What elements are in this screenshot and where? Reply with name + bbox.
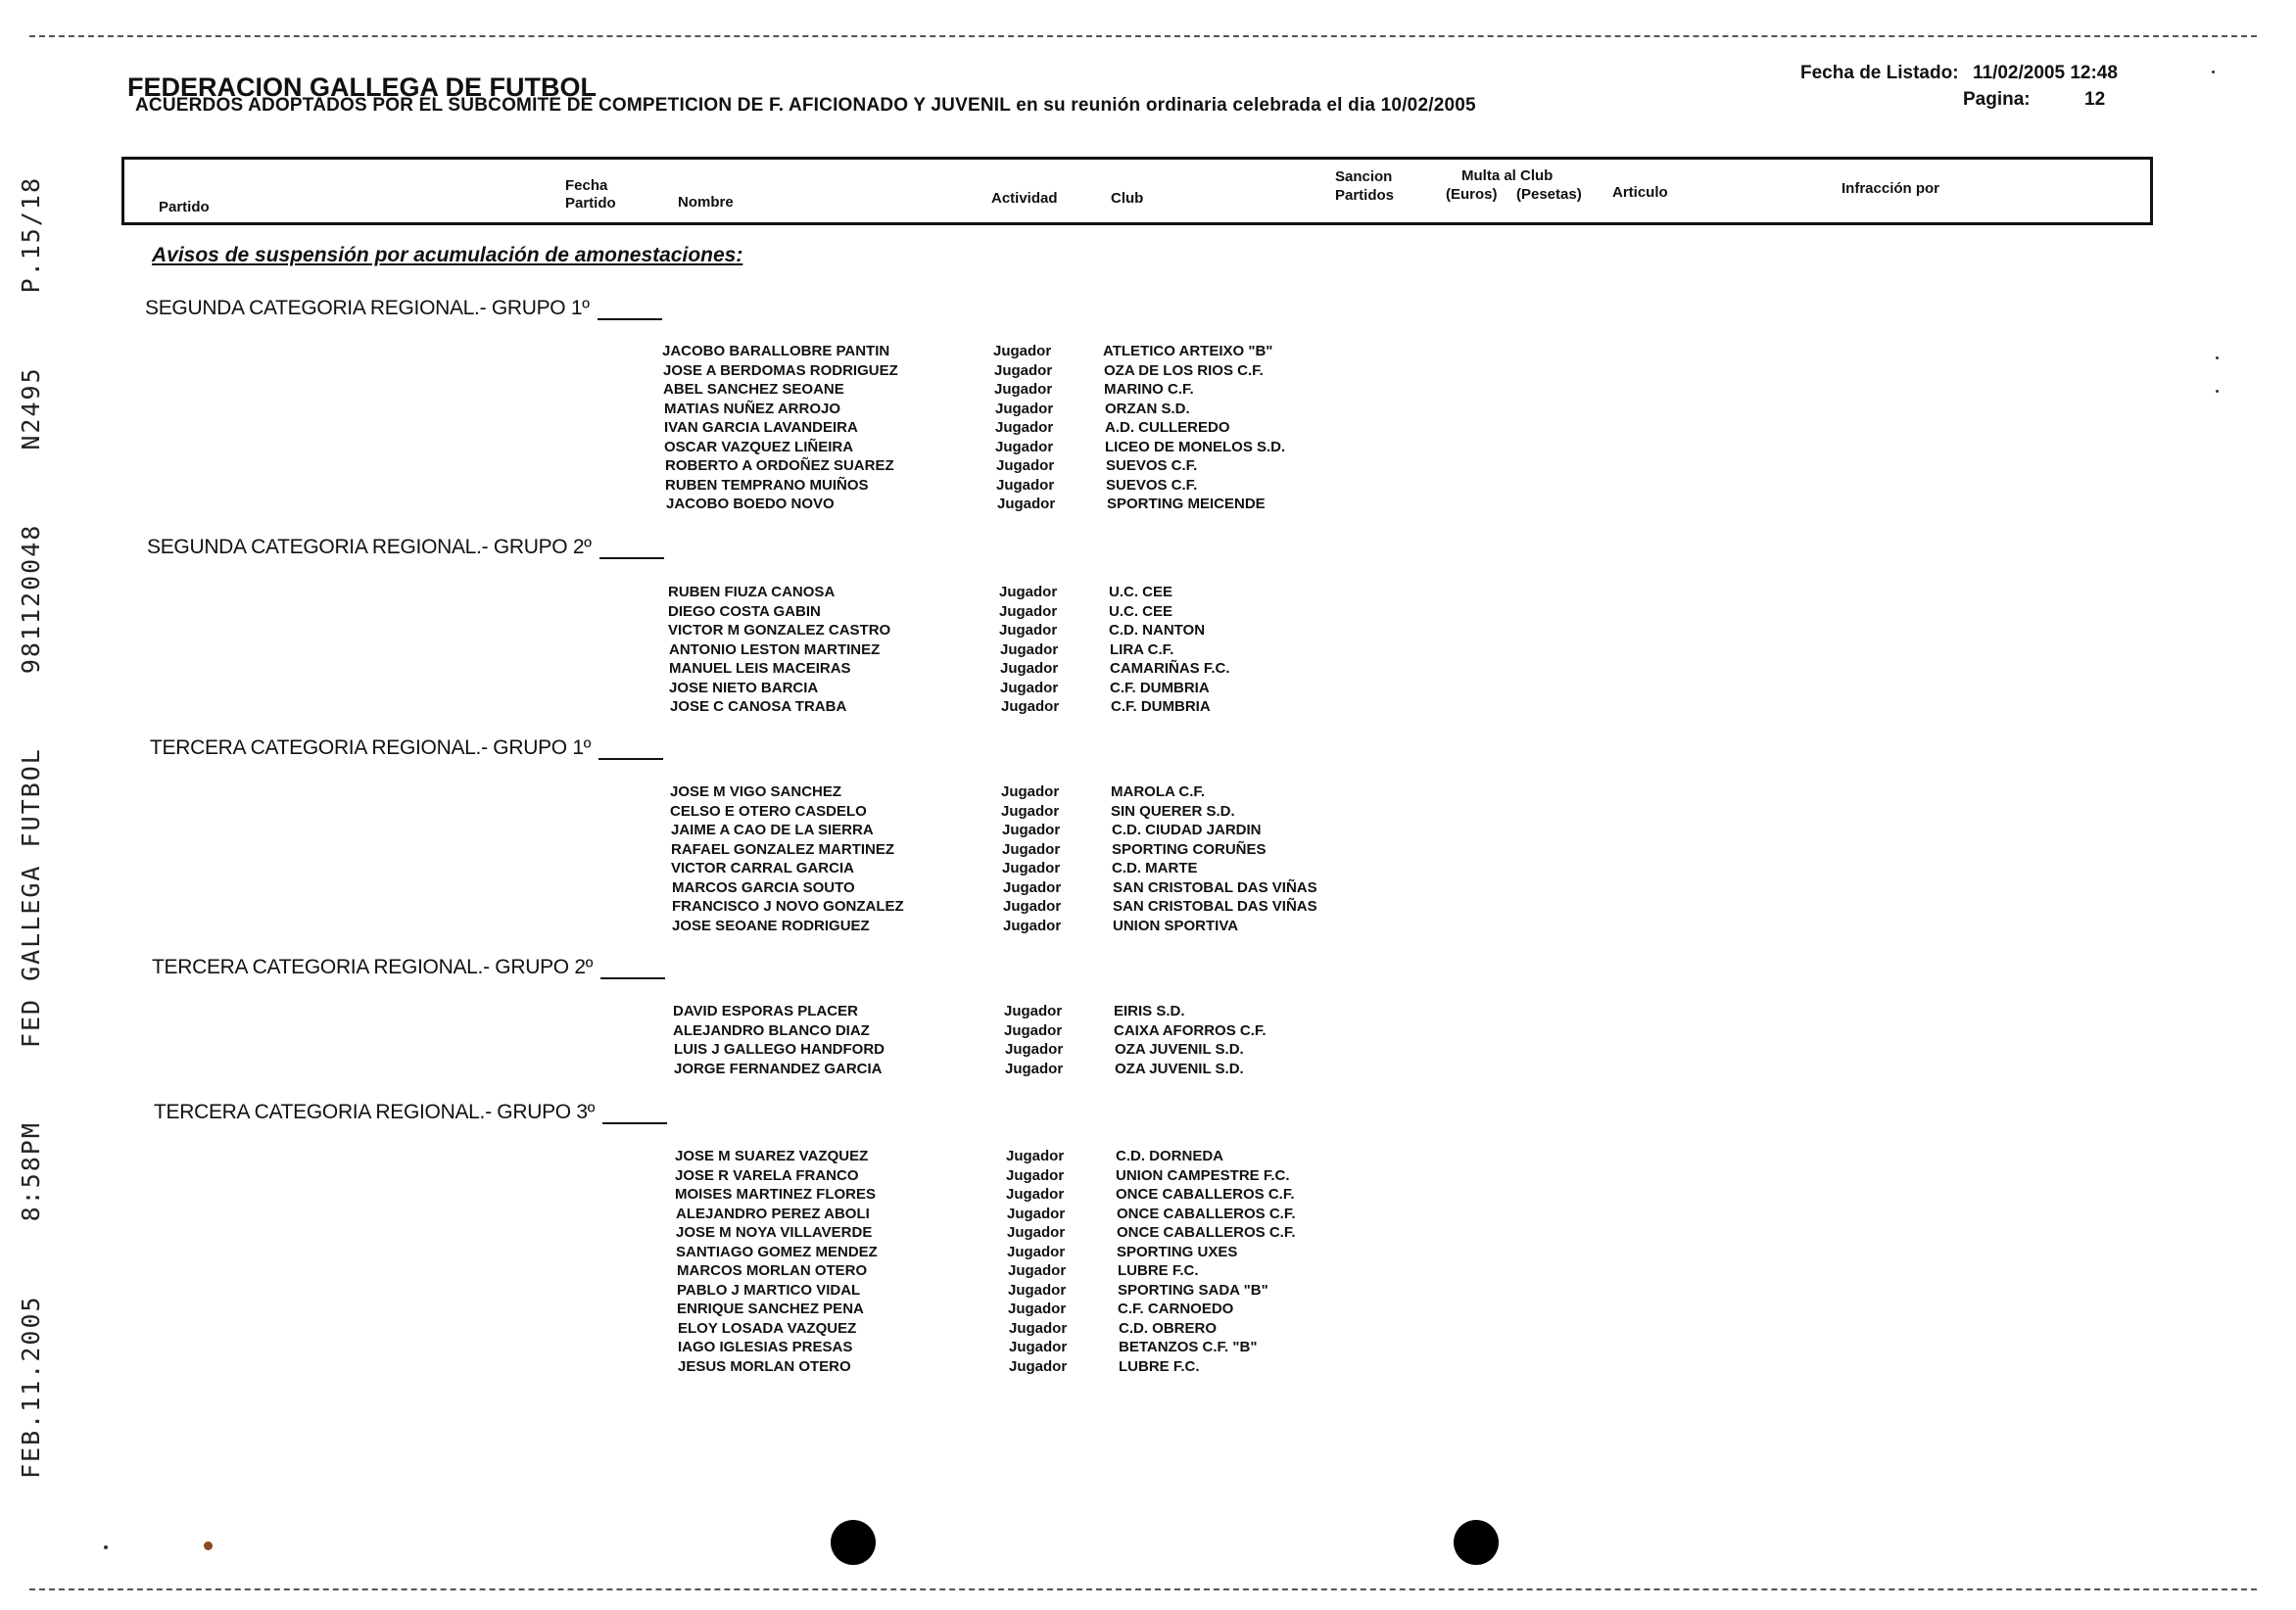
player-name: ANTONIO LESTON MARTINEZ — [669, 640, 881, 658]
listing-date-value: 11/02/2005 12:48 — [1973, 63, 2118, 83]
fax-sender: FED GALLEGA FUTBOL — [16, 747, 45, 1049]
club: C.F. DUMBRIA — [1110, 679, 1210, 696]
activity: Jugador — [994, 361, 1053, 379]
fax-transmission-header — [8, 176, 53, 1479]
club: SPORTING UXES — [1117, 1243, 1238, 1260]
activity: Jugador — [1000, 660, 1059, 677]
activity: Jugador — [996, 476, 1055, 494]
player-name: ALEJANDRO BLANCO DIAZ — [673, 1021, 870, 1039]
punch-hole-left — [831, 1520, 876, 1565]
club: LUBRE F.C. — [1118, 1262, 1199, 1279]
player-name: FRANCISCO J NOVO GONZALEZ — [672, 898, 904, 915]
page-number: 12 — [2084, 89, 2106, 110]
col-euros: (Euros) — [1446, 186, 1498, 203]
player-name: JOSE R VARELA FRANCO — [675, 1166, 859, 1184]
fax-page: P.15/18 — [16, 176, 45, 294]
player-name: MARCOS MORLAN OTERO — [677, 1262, 868, 1279]
activity: Jugador — [1004, 1021, 1063, 1039]
club: ORZAN S.D. — [1105, 400, 1190, 417]
club: ONCE CABALLEROS C.F. — [1117, 1224, 1296, 1241]
col-nombre: Nombre — [678, 194, 734, 211]
activity: Jugador — [1002, 822, 1061, 838]
activity: Jugador — [1009, 1319, 1068, 1337]
col-fecha-partido-1: Fecha — [565, 177, 608, 194]
col-articulo: Articulo — [1612, 184, 1668, 201]
activity: Jugador — [995, 419, 1054, 436]
club: LUBRE F.C. — [1119, 1357, 1200, 1375]
activity: Jugador — [1008, 1301, 1067, 1317]
club: C.F. DUMBRIA — [1111, 698, 1211, 715]
club: BETANZOS C.F. "B" — [1119, 1339, 1258, 1355]
club: SAN CRISTOBAL DAS VIÑAS — [1113, 878, 1317, 896]
activity: Jugador — [1001, 698, 1060, 715]
col-infraccion: Infracción por — [1842, 180, 1940, 197]
player-name: JOSE M SUAREZ VAZQUEZ — [675, 1148, 869, 1164]
group-title: TERCERA CATEGORIA REGIONAL.- GRUPO 1º — [150, 736, 663, 760]
col-partido: Partido — [159, 199, 210, 215]
club: OZA DE LOS RIOS C.F. — [1104, 361, 1264, 379]
group-title: SEGUNDA CATEGORIA REGIONAL.- GRUPO 2º — [147, 536, 664, 559]
document-subtitle: ACUERDOS ADOPTADOS POR EL SUBCOMITE DE COMPETICION DE F. AFICIONADO Y JUVENIL en su reunión ordinaria celebrada el dia 10/02/2005 — [135, 95, 1476, 116]
player-name: DIEGO COSTA GABIN — [668, 602, 821, 620]
activity: Jugador — [995, 438, 1054, 455]
activity: Jugador — [996, 457, 1055, 474]
activity: Jugador — [1001, 783, 1060, 800]
activity: Jugador — [1009, 1339, 1068, 1355]
activity: Jugador — [1002, 860, 1061, 876]
activity: Jugador — [1000, 640, 1059, 658]
player-name: PABLO J MARTICO VIDAL — [677, 1281, 861, 1299]
activity: Jugador — [1000, 679, 1059, 696]
group-title: TERCERA CATEGORIA REGIONAL.- GRUPO 3º — [154, 1101, 667, 1124]
player-name: MATIAS NUÑEZ ARROJO — [664, 400, 840, 417]
club: ONCE CABALLEROS C.F. — [1116, 1186, 1295, 1203]
activity: Jugador — [1007, 1243, 1066, 1260]
group-title: TERCERA CATEGORIA REGIONAL.- GRUPO 2º — [152, 956, 665, 979]
activity: Jugador — [1003, 878, 1062, 896]
club: LICEO DE MONELOS S.D. — [1105, 438, 1286, 455]
organization-title: FEDERACION GALLEGA DE FUTBOL — [127, 72, 597, 102]
club: LIRA C.F. — [1110, 640, 1174, 658]
activity: Jugador — [1008, 1281, 1067, 1299]
club: UNION CAMPESTRE F.C. — [1116, 1166, 1290, 1184]
activity: Jugador — [1006, 1186, 1065, 1203]
scan-speck — [204, 1541, 213, 1550]
col-sancion-2: Partidos — [1335, 187, 1395, 204]
activity: Jugador — [999, 584, 1058, 600]
player-name: CELSO E OTERO CASDELO — [670, 802, 867, 820]
player-name: JAIME A CAO DE LA SIERRA — [671, 822, 874, 838]
player-name: LUIS J GALLEGO HANDFORD — [674, 1041, 885, 1058]
col-sancion-1: Sancion — [1335, 168, 1393, 185]
club: UNION SPORTIVA — [1113, 917, 1239, 934]
club: SUEVOS C.F. — [1106, 476, 1198, 494]
club: C.D. CIUDAD JARDIN — [1112, 822, 1262, 838]
club: U.C. CEE — [1109, 584, 1173, 600]
club: SPORTING SADA "B" — [1118, 1281, 1268, 1299]
activity: Jugador — [1007, 1224, 1066, 1241]
player-name: JOSE A BERDOMAS RODRIGUEZ — [663, 361, 898, 379]
activity: Jugador — [1008, 1262, 1067, 1279]
player-name: ELOY LOSADA VAZQUEZ — [678, 1319, 857, 1337]
club: OZA JUVENIL S.D. — [1115, 1041, 1244, 1058]
col-actividad: Actividad — [991, 190, 1058, 207]
activity: Jugador — [1005, 1060, 1064, 1077]
club: CAIXA AFORROS C.F. — [1114, 1021, 1267, 1039]
club: OZA JUVENIL S.D. — [1115, 1060, 1244, 1077]
player-name: VICTOR CARRAL GARCIA — [671, 860, 854, 876]
player-name: JOSE SEOANE RODRIGUEZ — [672, 917, 870, 934]
player-name: JOSE M NOYA VILLAVERDE — [676, 1224, 873, 1241]
club: MAROLA C.F. — [1111, 783, 1206, 800]
activity: Jugador — [1003, 898, 1062, 915]
fax-date: FEB.11.2005 — [16, 1295, 45, 1479]
club: C.F. CARNOEDO — [1118, 1301, 1234, 1317]
player-name: RUBEN FIUZA CANOSA — [668, 584, 836, 600]
club: C.D. NANTON — [1109, 622, 1206, 639]
listing-date-label: Fecha de Listado: — [1800, 63, 1959, 83]
player-name: JOSE M VIGO SANCHEZ — [670, 783, 842, 800]
activity: Jugador — [997, 496, 1056, 512]
club: SAN CRISTOBAL DAS VIÑAS — [1113, 898, 1317, 915]
activity: Jugador — [1006, 1148, 1065, 1164]
scan-speck — [2216, 390, 2219, 393]
scan-speck — [2216, 356, 2219, 359]
col-fecha-partido-2: Partido — [565, 195, 616, 212]
player-name: JORGE FERNANDEZ GARCIA — [674, 1060, 883, 1077]
activity: Jugador — [994, 381, 1053, 398]
player-name: SANTIAGO GOMEZ MENDEZ — [676, 1243, 878, 1260]
club: SIN QUERER S.D. — [1111, 802, 1235, 820]
player-name: JOSE NIETO BARCIA — [669, 679, 819, 696]
player-name: MARCOS GARCIA SOUTO — [672, 878, 855, 896]
club: ATLETICO ARTEIXO "B" — [1103, 343, 1273, 359]
club: C.D. OBRERO — [1119, 1319, 1218, 1337]
club: U.C. CEE — [1109, 602, 1173, 620]
club: EIRIS S.D. — [1114, 1003, 1185, 1019]
col-multa: Multa al Club — [1461, 167, 1554, 184]
page-label: Pagina: — [1963, 89, 2031, 110]
suspension-notice-title: Avisos de suspensión por acumulación de amonestaciones: — [152, 244, 743, 266]
player-name: DAVID ESPORAS PLACER — [673, 1003, 858, 1019]
club: A.D. CULLEREDO — [1105, 419, 1230, 436]
scan-speck — [104, 1545, 108, 1549]
activity: Jugador — [1001, 802, 1060, 820]
activity: Jugador — [1009, 1357, 1068, 1375]
club: C.D. DORNEDA — [1116, 1148, 1224, 1164]
club: SPORTING CORUÑES — [1112, 840, 1267, 858]
player-name: RAFAEL GONZALEZ MARTINEZ — [671, 840, 895, 858]
col-club: Club — [1111, 190, 1144, 207]
player-name: MANUEL LEIS MACEIRAS — [669, 660, 851, 677]
player-name: IVAN GARCIA LAVANDEIRA — [664, 419, 858, 436]
activity: Jugador — [1007, 1205, 1066, 1222]
punch-hole-right — [1454, 1520, 1499, 1565]
fax-number: 981120048 — [16, 523, 45, 675]
activity: Jugador — [1002, 840, 1061, 858]
club: MARINO C.F. — [1104, 381, 1194, 398]
player-name: MOISES MARTINEZ FLORES — [675, 1186, 877, 1203]
top-edge-dashes — [29, 35, 2257, 37]
player-name: OSCAR VAZQUEZ LIÑEIRA — [664, 438, 854, 455]
activity: Jugador — [995, 400, 1054, 417]
activity: Jugador — [1005, 1041, 1064, 1058]
activity: Jugador — [1003, 917, 1062, 934]
player-name: IAGO IGLESIAS PRESAS — [678, 1339, 853, 1355]
club: CAMARIÑAS F.C. — [1110, 660, 1230, 677]
activity: Jugador — [1006, 1166, 1065, 1184]
player-name: ALEJANDRO PEREZ ABOLI — [676, 1205, 870, 1222]
group-title: SEGUNDA CATEGORIA REGIONAL.- GRUPO 1º — [145, 297, 662, 320]
fax-time: 8:58PM — [16, 1121, 45, 1222]
player-name: JOSE C CANOSA TRABA — [670, 698, 847, 715]
player-name: ROBERTO A ORDOÑEZ SUAREZ — [665, 457, 894, 474]
activity: Jugador — [1004, 1003, 1063, 1019]
bottom-edge-dashes — [29, 1588, 2257, 1590]
scan-speck — [2212, 71, 2215, 73]
player-name: RUBEN TEMPRANO MUIÑOS — [665, 476, 869, 494]
club: SPORTING MEICENDE — [1107, 496, 1266, 512]
activity: Jugador — [993, 343, 1052, 359]
player-name: JESUS MORLAN OTERO — [678, 1357, 851, 1375]
player-name: VICTOR M GONZALEZ CASTRO — [668, 622, 891, 639]
activity: Jugador — [999, 622, 1058, 639]
player-name: ABEL SANCHEZ SEOANE — [663, 381, 844, 398]
club: SUEVOS C.F. — [1106, 457, 1198, 474]
club: ONCE CABALLEROS C.F. — [1117, 1205, 1296, 1222]
activity: Jugador — [999, 602, 1058, 620]
club: C.D. MARTE — [1112, 860, 1198, 876]
player-name: JACOBO BARALLOBRE PANTIN — [662, 343, 890, 359]
player-name: ENRIQUE SANCHEZ PENA — [677, 1301, 864, 1317]
col-pesetas: (Pesetas) — [1516, 186, 1582, 203]
player-name: JACOBO BOEDO NOVO — [666, 496, 835, 512]
fax-code: N2495 — [16, 366, 45, 450]
